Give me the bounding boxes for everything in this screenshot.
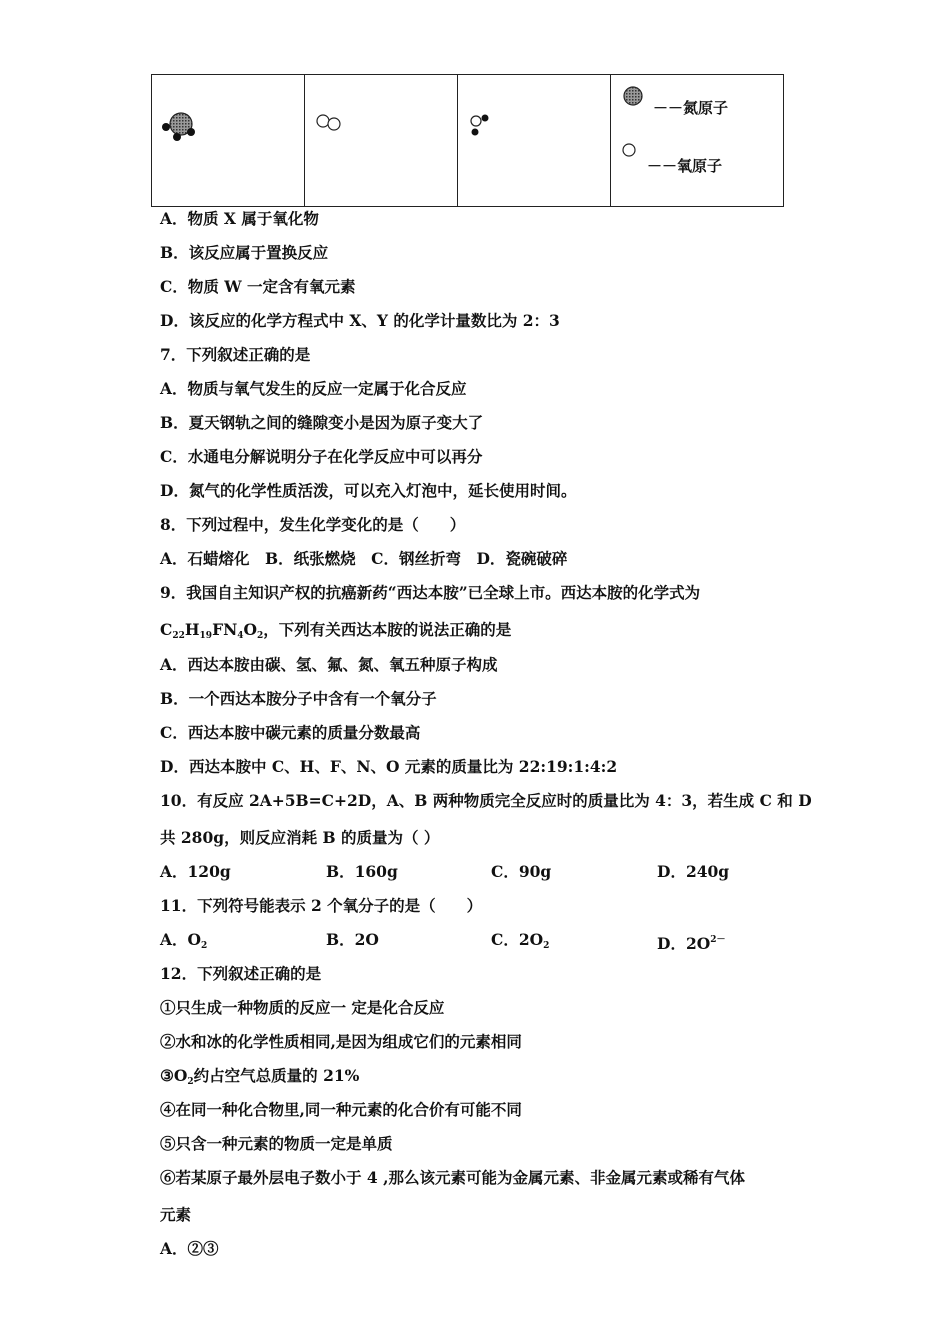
q12-stem: 12．下列叙述正确的是 <box>160 964 322 983</box>
q12-statement-6-line1: ⑥若某原子最外层电子数小于 4 ,那么该元素可能为金属元素、非金属元素或稀有气体 <box>160 1168 745 1187</box>
formula-fn: FN <box>212 620 238 639</box>
q8-options: A．石蜡熔化 B．纸张燃烧 C．钢丝折弯 D．瓷碗破碎 <box>160 549 568 568</box>
formula-c-sub: 22 <box>172 631 185 641</box>
q9-stem-line1: 9．我国自主知识产权的抗癌新药“西达本胺”已全球上市。西达本胺的化学式为 <box>160 583 701 602</box>
q7-stem: 7．下列叙述正确的是 <box>160 345 311 364</box>
formula-o: O <box>243 620 258 639</box>
q12-statement-3 <box>160 1066 359 1092</box>
q11-a-sub: 2 <box>201 941 208 951</box>
oxygen-molecule-icon <box>305 75 457 207</box>
formula-h: H <box>184 620 200 639</box>
q6-option-d: D．该反应的化学方程式中 X、Y 的化学计量数比为 2：3 <box>160 311 560 330</box>
molecule-cell-y <box>305 75 458 207</box>
q7-option-d: D．氮气的化学性质活泼，可以充入灯泡中，延长使用时间。 <box>160 481 577 500</box>
q6-option-a: A．物质 X 属于氧化物 <box>160 209 319 228</box>
q6-option-b: B．该反应属于置换反应 <box>160 243 329 262</box>
q11-a-text: A．O <box>160 930 202 949</box>
legend-cell <box>611 75 784 207</box>
q10-option-b: B．160g <box>326 862 398 881</box>
q9-option-c: C．西达本胺中碳元素的质量分数最高 <box>160 723 421 742</box>
legend-oxygen: －－氧原子 <box>647 157 723 175</box>
q10-stem-line1: 10．有反应 2A+5B=C+2D，A、B 两种物质完全反应时的质量比为 4：3，若生成 C 和 D <box>160 791 812 810</box>
molecule-diagram-table <box>151 74 784 207</box>
nitrogen-oxygen-molecule-icon <box>152 75 304 207</box>
q12-statement-6-line2: 元素 <box>160 1205 192 1224</box>
q10-stem-line2: 共 280g，则反应消耗 B 的质量为（ ） <box>160 828 440 847</box>
q9-option-d: D．西达本胺中 C、H、F、N、O 元素的质量比为 22:19:1:4:2 <box>160 757 618 776</box>
formula-n-sub: 4 <box>237 631 244 641</box>
small-molecule-icon <box>458 75 610 207</box>
q11-option-c <box>491 930 549 956</box>
q11-option-a <box>160 930 207 956</box>
molecule-cell-z <box>458 75 611 207</box>
q11-d-text: D．2O <box>657 934 711 953</box>
q12-statement-2: ②水和冰的化学性质相同,是因为组成它们的元素相同 <box>160 1032 522 1051</box>
formula-o-sub: 2 <box>257 631 264 641</box>
q12-statement-5: ⑤只含一种元素的物质一定是单质 <box>160 1134 393 1153</box>
q7-option-c: C．水通电分解说明分子在化学反应中可以再分 <box>160 447 483 466</box>
q9-stem-tail: ，下列有关西达本胺的说法正确的是 <box>263 620 512 639</box>
legend-nitrogen: －－氮原子 <box>653 99 729 117</box>
q12-statement-1: ①只生成一种物质的反应一 定是化合反应 <box>160 998 445 1017</box>
q11-stem: 11．下列符号能表示 2 个氧分子的是（ ） <box>160 896 483 915</box>
q11-option-d <box>657 930 726 954</box>
q9-option-a: A．西达本胺由碳、氢、氟、氮、氧五种原子构成 <box>160 655 498 674</box>
q11-d-sup: 2－ <box>710 935 726 945</box>
q10-option-c: C．90g <box>491 862 552 881</box>
formula-c: C <box>160 620 173 639</box>
q12-s3-sub: 2 <box>187 1077 194 1087</box>
q12-option-a: A．②③ <box>160 1239 219 1258</box>
q10-option-d: D．240g <box>657 862 730 881</box>
q10-option-a: A．120g <box>160 862 231 881</box>
q11-c-sub: 2 <box>543 941 550 951</box>
formula-h-sub: 19 <box>199 631 213 641</box>
q11-option-b: B．2O <box>326 930 379 949</box>
molecule-cell-x <box>152 75 305 207</box>
q8-stem: 8．下列过程中，发生化学变化的是（ ） <box>160 515 466 534</box>
q12-statement-4: ④在同一种化合物里,同一种元素的化合价有可能不同 <box>160 1100 522 1119</box>
q7-option-b: B．夏天钢轨之间的缝隙变小是因为原子变大了 <box>160 413 484 432</box>
q12-s3-pre: ③O <box>160 1066 188 1085</box>
q11-c-text: C．2O <box>491 930 544 949</box>
q9-stem-line2 <box>160 620 511 646</box>
q12-s3-post: 约占空气总质量的 21% <box>193 1066 360 1085</box>
q7-option-a: A．物质与氧气发生的反应一定属于化合反应 <box>160 379 467 398</box>
q9-option-b: B．一个西达本胺分子中含有一个氧分子 <box>160 689 437 708</box>
legend-atoms-icon <box>611 75 783 207</box>
q6-option-c: C．物质 W 一定含有氧元素 <box>160 277 356 296</box>
